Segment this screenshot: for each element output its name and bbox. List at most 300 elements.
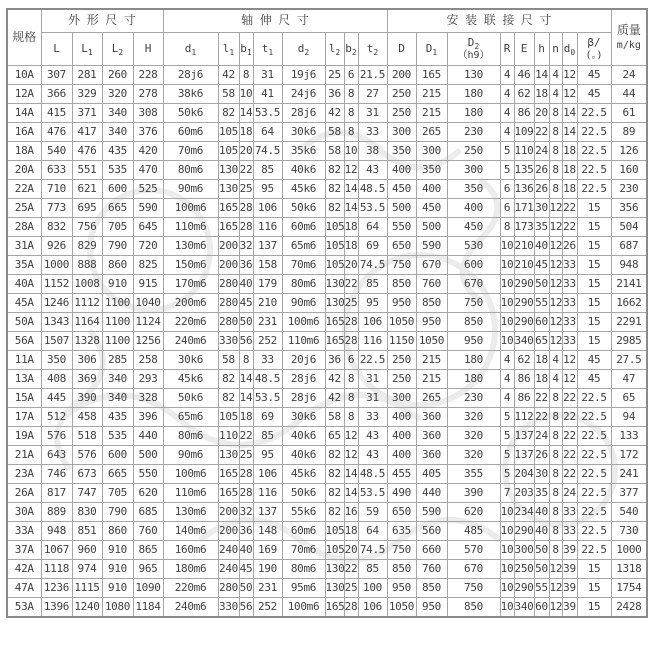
value-cell: 126 bbox=[611, 142, 647, 161]
value-cell: 61 bbox=[611, 104, 647, 123]
value-cell: 687 bbox=[611, 237, 647, 256]
value-cell: 40 bbox=[239, 275, 253, 294]
value-cell: 45k6 bbox=[282, 180, 325, 199]
value-cell: 165 bbox=[325, 313, 344, 332]
value-cell: 22 bbox=[562, 465, 577, 484]
value-cell: 950 bbox=[387, 579, 416, 598]
value-cell: 45 bbox=[577, 351, 611, 370]
value-cell: 22 bbox=[239, 427, 253, 446]
value-cell: 28 bbox=[239, 218, 253, 237]
value-cell: 650 bbox=[387, 237, 416, 256]
value-cell: 180 bbox=[447, 104, 500, 123]
value-cell: 396 bbox=[133, 408, 163, 427]
value-cell: 670 bbox=[447, 275, 500, 294]
value-cell: 59 bbox=[358, 503, 387, 522]
value-cell: 252 bbox=[253, 598, 282, 618]
value-cell: 50k6 bbox=[163, 104, 218, 123]
value-cell: 570 bbox=[447, 541, 500, 560]
value-cell: 215 bbox=[416, 370, 447, 389]
value-cell: 22.5 bbox=[577, 503, 611, 522]
spec-cell: 30A bbox=[7, 503, 41, 522]
table-row bbox=[7, 66, 647, 85]
value-cell: 230 bbox=[447, 123, 500, 142]
value-cell: 82 bbox=[325, 199, 344, 218]
value-cell: 80m6 bbox=[163, 427, 218, 446]
value-cell: 90m6 bbox=[163, 180, 218, 199]
value-cell: 64 bbox=[253, 123, 282, 142]
value-cell: 12 bbox=[562, 85, 577, 104]
value-cell: 80m6 bbox=[282, 275, 325, 294]
subheader-d0: $d_0$ bbox=[562, 33, 577, 66]
value-cell: 850 bbox=[447, 598, 500, 618]
value-cell: 43 bbox=[358, 161, 387, 180]
value-cell: 440 bbox=[416, 484, 447, 503]
value-cell: 12 bbox=[549, 598, 562, 618]
table-row bbox=[7, 465, 647, 484]
value-cell: 320 bbox=[102, 85, 133, 104]
value-cell: 1507 bbox=[41, 332, 72, 351]
value-cell: 241 bbox=[611, 465, 647, 484]
value-cell: 12 bbox=[549, 199, 562, 218]
value-cell: 408 bbox=[41, 370, 72, 389]
value-cell: 106 bbox=[358, 598, 387, 618]
value-cell: 110m6 bbox=[163, 484, 218, 503]
value-cell: 6 bbox=[500, 180, 514, 199]
value-cell: 32 bbox=[239, 503, 253, 522]
value-cell: 250 bbox=[514, 560, 534, 579]
value-cell: 4 bbox=[500, 85, 514, 104]
table-row bbox=[7, 598, 647, 618]
value-cell: 15 bbox=[577, 199, 611, 218]
value-cell: 24 bbox=[611, 66, 647, 85]
value-cell: 22.5 bbox=[577, 161, 611, 180]
value-cell: 485 bbox=[447, 522, 500, 541]
value-cell: 42 bbox=[325, 389, 344, 408]
value-cell: 35 bbox=[534, 484, 549, 503]
value-cell: 172 bbox=[611, 446, 647, 465]
value-cell: 285 bbox=[102, 351, 133, 370]
value-cell: 22 bbox=[534, 123, 549, 142]
value-cell: 82 bbox=[325, 484, 344, 503]
value-cell: 105 bbox=[325, 522, 344, 541]
value-cell: 50 bbox=[534, 275, 549, 294]
value-cell: 8 bbox=[549, 465, 562, 484]
value-cell: 20 bbox=[344, 541, 358, 560]
value-cell: 760 bbox=[416, 560, 447, 579]
value-cell: 40k6 bbox=[282, 446, 325, 465]
value-cell: 320 bbox=[447, 408, 500, 427]
value-cell: 210 bbox=[514, 237, 534, 256]
value-cell: 1246 bbox=[41, 294, 72, 313]
value-cell: 590 bbox=[416, 503, 447, 522]
value-cell: 140m6 bbox=[163, 522, 218, 541]
value-cell: 65 bbox=[611, 389, 647, 408]
value-cell: 250 bbox=[387, 351, 416, 370]
value-cell: 40 bbox=[534, 503, 549, 522]
value-cell: 130m6 bbox=[163, 503, 218, 522]
value-cell: 1256 bbox=[133, 332, 163, 351]
value-cell: 82 bbox=[325, 446, 344, 465]
value-cell: 170m6 bbox=[163, 275, 218, 294]
value-cell: 18 bbox=[239, 408, 253, 427]
value-cell: 110 bbox=[218, 427, 239, 446]
value-cell: 50k6 bbox=[163, 389, 218, 408]
value-cell: 135 bbox=[514, 161, 534, 180]
value-cell: 165 bbox=[218, 465, 239, 484]
value-cell: 14 bbox=[344, 465, 358, 484]
value-cell: 130 bbox=[218, 161, 239, 180]
value-cell: 440 bbox=[133, 427, 163, 446]
value-cell: 10 bbox=[500, 560, 514, 579]
value-cell: 829 bbox=[72, 237, 102, 256]
value-cell: 356 bbox=[611, 199, 647, 218]
value-cell: 45 bbox=[577, 85, 611, 104]
value-cell: 4 bbox=[500, 66, 514, 85]
value-cell: 910 bbox=[102, 275, 133, 294]
value-cell: 551 bbox=[72, 161, 102, 180]
value-cell: 8 bbox=[549, 484, 562, 503]
value-cell: 746 bbox=[41, 465, 72, 484]
value-cell: 28 bbox=[239, 199, 253, 218]
table-row bbox=[7, 332, 647, 351]
value-cell: 860 bbox=[102, 522, 133, 541]
value-cell: 62 bbox=[514, 351, 534, 370]
value-cell: 130 bbox=[218, 180, 239, 199]
value-cell: 250 bbox=[387, 104, 416, 123]
subheader-d2: $d_2$ bbox=[282, 33, 325, 66]
value-cell: 7 bbox=[500, 484, 514, 503]
value-cell: 8 bbox=[549, 180, 562, 199]
value-cell: 215 bbox=[416, 104, 447, 123]
value-cell: 240 bbox=[218, 541, 239, 560]
value-cell: 773 bbox=[41, 199, 72, 218]
value-cell: 525 bbox=[133, 180, 163, 199]
value-cell: 82 bbox=[325, 161, 344, 180]
value-cell: 165 bbox=[218, 218, 239, 237]
value-cell: 22.5 bbox=[577, 522, 611, 541]
value-cell: 8 bbox=[549, 541, 562, 560]
value-cell: 15 bbox=[577, 237, 611, 256]
value-cell: 89 bbox=[611, 123, 647, 142]
value-cell: 50k6 bbox=[282, 199, 325, 218]
spec-cell: 16A bbox=[7, 123, 41, 142]
value-cell: 25 bbox=[239, 180, 253, 199]
value-cell: 643 bbox=[41, 446, 72, 465]
value-cell: 60m6 bbox=[163, 123, 218, 142]
value-cell: 100 bbox=[358, 579, 387, 598]
value-cell: 28 bbox=[344, 598, 358, 618]
value-cell: 116 bbox=[253, 218, 282, 237]
table-row bbox=[7, 427, 647, 446]
spec-cell: 21A bbox=[7, 446, 41, 465]
value-cell: 58 bbox=[218, 351, 239, 370]
value-cell: 105 bbox=[325, 541, 344, 560]
value-cell: 130 bbox=[325, 579, 344, 598]
table-row bbox=[7, 256, 647, 275]
value-cell: 14 bbox=[239, 370, 253, 389]
value-cell: 366 bbox=[41, 85, 72, 104]
spec-cell: 26A bbox=[7, 484, 41, 503]
value-cell: 8 bbox=[549, 104, 562, 123]
value-cell: 850 bbox=[447, 313, 500, 332]
value-cell: 18 bbox=[562, 142, 577, 161]
value-cell: 179 bbox=[253, 275, 282, 294]
value-cell: 476 bbox=[41, 123, 72, 142]
value-cell: 250 bbox=[387, 85, 416, 104]
value-cell: 90m6 bbox=[282, 294, 325, 313]
value-cell: 1090 bbox=[133, 579, 163, 598]
value-cell: 60 bbox=[534, 598, 549, 618]
value-cell: 950 bbox=[387, 294, 416, 313]
value-cell: 26 bbox=[534, 446, 549, 465]
value-cell: 15 bbox=[577, 560, 611, 579]
subheader-l2: $l_2$ bbox=[325, 33, 344, 66]
value-cell: 69 bbox=[253, 408, 282, 427]
value-cell: 12 bbox=[549, 294, 562, 313]
value-cell: 340 bbox=[514, 598, 534, 618]
value-cell: 1050 bbox=[416, 332, 447, 351]
value-cell: 230 bbox=[447, 389, 500, 408]
value-cell: 417 bbox=[72, 123, 102, 142]
value-cell: 80m6 bbox=[282, 560, 325, 579]
value-cell: 250 bbox=[387, 370, 416, 389]
spec-cell: 15A bbox=[7, 389, 41, 408]
value-cell: 82 bbox=[218, 370, 239, 389]
value-cell: 55k6 bbox=[282, 503, 325, 522]
spec-cell: 40A bbox=[7, 275, 41, 294]
value-cell: 504 bbox=[611, 218, 647, 237]
value-cell: 240m6 bbox=[163, 332, 218, 351]
value-cell: 22.5 bbox=[358, 351, 387, 370]
value-cell: 240m6 bbox=[163, 598, 218, 618]
value-cell: 12 bbox=[549, 218, 562, 237]
table-row bbox=[7, 218, 647, 237]
value-cell: 633 bbox=[41, 161, 72, 180]
value-cell: 25 bbox=[344, 294, 358, 313]
value-cell: 12 bbox=[344, 427, 358, 446]
value-cell: 215 bbox=[416, 351, 447, 370]
value-cell: 31 bbox=[358, 389, 387, 408]
value-cell: 165 bbox=[325, 598, 344, 618]
value-cell: 36 bbox=[325, 351, 344, 370]
value-cell: 512 bbox=[41, 408, 72, 427]
subheader-b1: $b_1$ bbox=[239, 33, 253, 66]
table-row bbox=[7, 541, 647, 560]
value-cell: 10 bbox=[500, 522, 514, 541]
value-cell: 280 bbox=[218, 294, 239, 313]
value-cell: 41 bbox=[253, 85, 282, 104]
value-cell: 1240 bbox=[72, 598, 102, 618]
value-cell: 82 bbox=[325, 503, 344, 522]
value-cell: 12 bbox=[562, 370, 577, 389]
value-cell: 22 bbox=[562, 446, 577, 465]
value-cell: 950 bbox=[416, 313, 447, 332]
group-header-outline-dimensions: 外形尺寸 bbox=[41, 9, 163, 33]
value-cell: 12 bbox=[344, 161, 358, 180]
value-cell: 500 bbox=[387, 199, 416, 218]
value-cell: 18 bbox=[344, 237, 358, 256]
value-cell: 300 bbox=[416, 142, 447, 161]
value-cell: 18 bbox=[534, 85, 549, 104]
spec-cell: 50A bbox=[7, 313, 41, 332]
value-cell: 8 bbox=[549, 522, 562, 541]
value-cell: 1164 bbox=[72, 313, 102, 332]
value-cell: 18 bbox=[562, 180, 577, 199]
value-cell: 8 bbox=[239, 351, 253, 370]
value-cell: 31 bbox=[358, 104, 387, 123]
table-row bbox=[7, 313, 647, 332]
value-cell: 22.5 bbox=[577, 104, 611, 123]
value-cell: 39 bbox=[562, 541, 577, 560]
table-row bbox=[7, 503, 647, 522]
value-cell: 10 bbox=[500, 237, 514, 256]
value-cell: 340 bbox=[102, 123, 133, 142]
spec-cell: 23A bbox=[7, 465, 41, 484]
group-header-shaft-extension-dimensions: 轴伸尺寸 bbox=[163, 9, 387, 33]
value-cell: 30k6 bbox=[282, 408, 325, 427]
spec-cell: 56A bbox=[7, 332, 41, 351]
value-cell: 33 bbox=[562, 294, 577, 313]
value-cell: 260 bbox=[102, 66, 133, 85]
value-cell: 1236 bbox=[41, 579, 72, 598]
value-cell: 58 bbox=[325, 123, 344, 142]
value-cell: 60m6 bbox=[282, 218, 325, 237]
value-cell: 6 bbox=[500, 199, 514, 218]
value-cell: 8 bbox=[344, 408, 358, 427]
spec-table-page bbox=[6, 8, 648, 618]
value-cell: 24 bbox=[534, 427, 549, 446]
value-cell: 5 bbox=[500, 446, 514, 465]
value-cell: 2141 bbox=[611, 275, 647, 294]
value-cell: 20 bbox=[344, 256, 358, 275]
value-cell: 14 bbox=[344, 199, 358, 218]
value-cell: 747 bbox=[72, 484, 102, 503]
value-cell: 28j6 bbox=[282, 104, 325, 123]
value-cell: 750 bbox=[447, 579, 500, 598]
value-cell: 65 bbox=[325, 427, 344, 446]
value-cell: 4 bbox=[549, 66, 562, 85]
value-cell: 4 bbox=[500, 370, 514, 389]
value-cell: 100m6 bbox=[163, 465, 218, 484]
value-cell: 33 bbox=[562, 275, 577, 294]
value-cell: 43 bbox=[358, 446, 387, 465]
value-cell: 20 bbox=[239, 142, 253, 161]
value-cell: 15 bbox=[577, 275, 611, 294]
value-cell: 360 bbox=[416, 427, 447, 446]
value-cell: 328 bbox=[133, 389, 163, 408]
value-cell: 376 bbox=[133, 123, 163, 142]
mass-label: 质量 bbox=[616, 23, 641, 38]
value-cell: 28 bbox=[239, 465, 253, 484]
table-row bbox=[7, 408, 647, 427]
value-cell: 948 bbox=[611, 256, 647, 275]
value-cell: 48.5 bbox=[253, 370, 282, 389]
spec-cell: 53A bbox=[7, 598, 41, 618]
value-cell: 16 bbox=[344, 503, 358, 522]
value-cell: 1080 bbox=[102, 598, 133, 618]
value-cell: 665 bbox=[102, 199, 133, 218]
subheader-beta: β/ (。) bbox=[577, 33, 611, 66]
subheader-L1: $L_1$ bbox=[72, 33, 102, 66]
value-cell: 4 bbox=[500, 104, 514, 123]
value-cell: 234 bbox=[514, 503, 534, 522]
value-cell: 458 bbox=[72, 408, 102, 427]
value-cell: 320 bbox=[447, 446, 500, 465]
value-cell: 10 bbox=[500, 598, 514, 618]
value-cell: 535 bbox=[102, 161, 133, 180]
value-cell: 58 bbox=[218, 85, 239, 104]
value-cell: 10 bbox=[344, 142, 358, 161]
value-cell: 760 bbox=[133, 522, 163, 541]
value-cell: 720 bbox=[133, 237, 163, 256]
value-cell: 22 bbox=[534, 408, 549, 427]
value-cell: 390 bbox=[447, 484, 500, 503]
value-cell: 400 bbox=[387, 427, 416, 446]
value-cell: 33 bbox=[562, 313, 577, 332]
value-cell: 130 bbox=[218, 446, 239, 465]
value-cell: 340 bbox=[102, 370, 133, 389]
value-cell: 14 bbox=[562, 104, 577, 123]
value-cell: 25 bbox=[344, 579, 358, 598]
value-cell: 130m6 bbox=[163, 237, 218, 256]
value-cell: 590 bbox=[416, 237, 447, 256]
value-cell: 203 bbox=[514, 484, 534, 503]
value-cell: 85 bbox=[253, 427, 282, 446]
value-cell: 38k6 bbox=[163, 85, 218, 104]
value-cell: 30 bbox=[534, 199, 549, 218]
value-cell: 5 bbox=[500, 161, 514, 180]
table-row bbox=[7, 446, 647, 465]
value-cell: 8 bbox=[344, 389, 358, 408]
value-cell: 105 bbox=[218, 142, 239, 161]
value-cell: 86 bbox=[514, 370, 534, 389]
value-cell: 55 bbox=[534, 294, 549, 313]
value-cell: 22 bbox=[344, 560, 358, 579]
value-cell: 12 bbox=[562, 351, 577, 370]
value-cell: 1318 bbox=[611, 560, 647, 579]
value-cell: 109 bbox=[514, 123, 534, 142]
value-cell: 660 bbox=[416, 541, 447, 560]
value-cell: 1754 bbox=[611, 579, 647, 598]
table-row bbox=[7, 142, 647, 161]
value-cell: 40 bbox=[534, 522, 549, 541]
value-cell: 42 bbox=[218, 66, 239, 85]
value-cell: 760 bbox=[416, 275, 447, 294]
value-cell: 635 bbox=[387, 522, 416, 541]
value-cell: 369 bbox=[72, 370, 102, 389]
value-cell: 950 bbox=[447, 332, 500, 351]
value-cell: 948 bbox=[41, 522, 72, 541]
value-cell: 915 bbox=[133, 275, 163, 294]
value-cell: 64 bbox=[358, 522, 387, 541]
value-cell: 25 bbox=[325, 66, 344, 85]
value-cell: 27.5 bbox=[611, 351, 647, 370]
value-cell: 576 bbox=[41, 427, 72, 446]
value-cell: 817 bbox=[41, 484, 72, 503]
value-cell: 31 bbox=[253, 66, 282, 85]
value-cell: 12 bbox=[549, 332, 562, 351]
value-cell: 2291 bbox=[611, 313, 647, 332]
value-cell: 53.5 bbox=[358, 484, 387, 503]
value-cell: 290 bbox=[514, 579, 534, 598]
value-cell: 290 bbox=[514, 313, 534, 332]
value-cell: 18 bbox=[534, 351, 549, 370]
value-cell: 15 bbox=[577, 579, 611, 598]
group-header-mounting-connection-dimensions: 安装联接尺寸 bbox=[387, 9, 611, 33]
spec-cell: 10A bbox=[7, 66, 41, 85]
value-cell: 673 bbox=[72, 465, 102, 484]
value-cell: 44 bbox=[611, 85, 647, 104]
